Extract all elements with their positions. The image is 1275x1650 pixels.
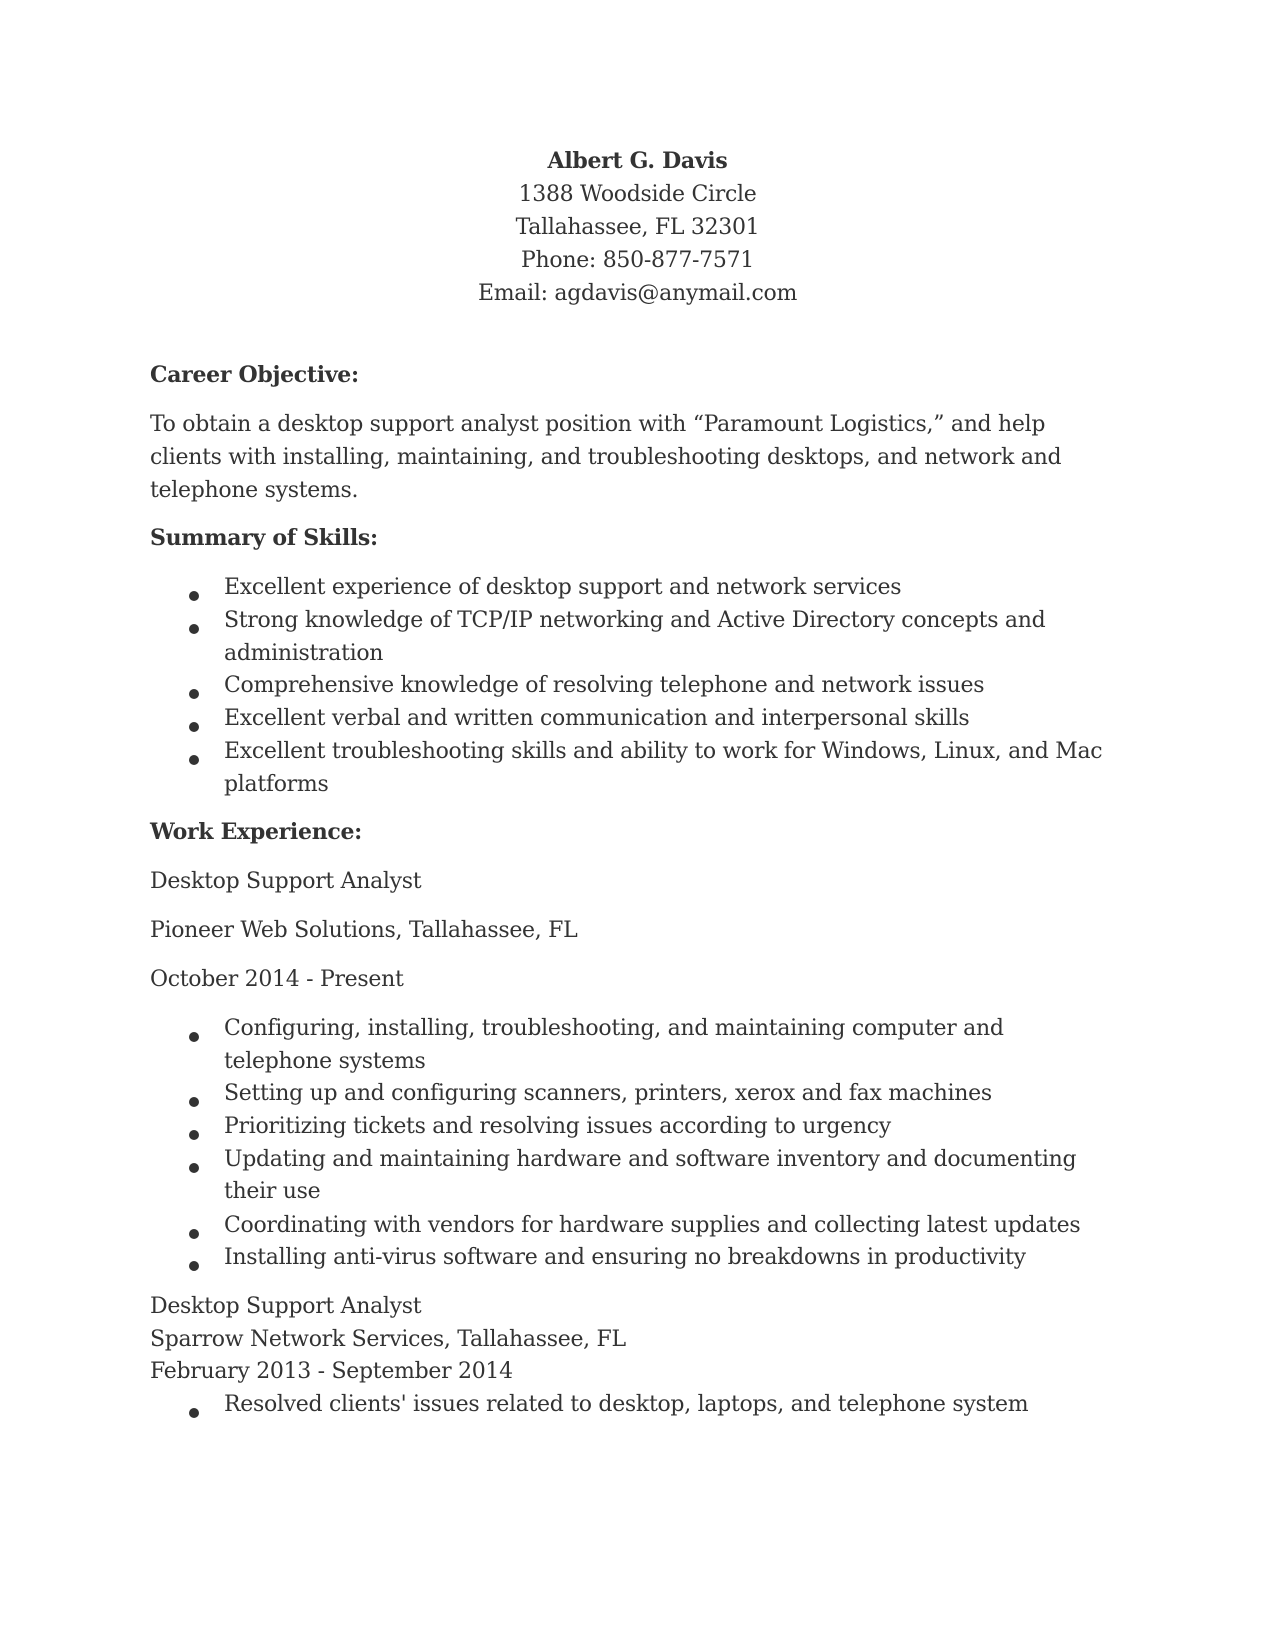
job-company: Pioneer Web Solutions, Tallahassee, FL (150, 918, 578, 943)
bullet-icon (189, 1408, 199, 1418)
job-title: Desktop Support Analyst (150, 869, 422, 894)
bullet-icon (189, 624, 199, 634)
duty-item: Updating and maintaining hardware and software inventory and documenting (224, 1147, 1077, 1172)
skills-heading: Summary of Skills: (150, 525, 378, 551)
bullet-icon (189, 1032, 199, 1042)
phone: Phone: 850-877-7571 (521, 248, 754, 273)
bullet-icon (189, 689, 199, 699)
duty-item: Prioritizing tickets and resolving issues according to urgency (224, 1114, 891, 1139)
skill-item: Comprehensive knowledge of resolving telephone and network issues (224, 673, 985, 698)
duty-item: Setting up and configuring scanners, printers, xerox and fax machines (224, 1081, 992, 1106)
duty-item: Coordinating with vendors for hardware supplies and collecting latest updates (224, 1213, 1081, 1238)
objective-line: clients with installing, maintaining, and troubleshooting desktops, and network and (150, 445, 1062, 470)
bullet-icon (189, 755, 199, 765)
career-objective-heading: Career Objective: (150, 362, 359, 388)
bullet-icon (189, 1261, 199, 1271)
work-experience-heading: Work Experience: (150, 819, 362, 845)
job-dates: February 2013 - September 2014 (150, 1359, 513, 1384)
bullet-icon (189, 1130, 199, 1140)
duty-item: Installing anti-virus software and ensuring no breakdowns in productivity (224, 1245, 1026, 1270)
skill-item-continued: administration (224, 641, 384, 666)
objective-line: telephone systems. (150, 478, 359, 503)
duty-item-continued: telephone systems (224, 1049, 426, 1074)
address-line-2: Tallahassee, FL 32301 (515, 215, 760, 240)
bullet-icon (189, 1229, 199, 1239)
duty-item: Resolved clients' issues related to desktop, laptops, and telephone system (224, 1392, 1029, 1417)
applicant-name: Albert G. Davis (547, 148, 728, 174)
skill-item: Excellent experience of desktop support and network services (224, 575, 902, 600)
skill-item: Excellent troubleshooting skills and ability to work for Windows, Linux, and Mac (224, 739, 1103, 764)
job-company: Sparrow Network Services, Tallahassee, FL (150, 1327, 626, 1352)
objective-line: To obtain a desktop support analyst position with “Paramount Logistics,” and help (150, 412, 1046, 437)
bullet-icon (189, 1097, 199, 1107)
skill-item-continued: platforms (224, 772, 329, 797)
bullet-icon (189, 722, 199, 732)
email: Email: agdavis@anymail.com (477, 281, 798, 306)
duty-item-continued: their use (224, 1179, 321, 1204)
skill-item: Strong knowledge of TCP/IP networking and Active Directory concepts and (224, 608, 1046, 633)
job-dates: October 2014 - Present (150, 967, 404, 992)
job-title: Desktop Support Analyst (150, 1294, 422, 1319)
bullet-icon (189, 1163, 199, 1173)
bullet-icon (189, 591, 199, 601)
address-line-1: 1388 Woodside Circle (518, 182, 757, 207)
skill-item: Excellent verbal and written communication and interpersonal skills (224, 706, 970, 731)
duty-item: Configuring, installing, troubleshooting, and maintaining computer and (224, 1016, 1004, 1041)
